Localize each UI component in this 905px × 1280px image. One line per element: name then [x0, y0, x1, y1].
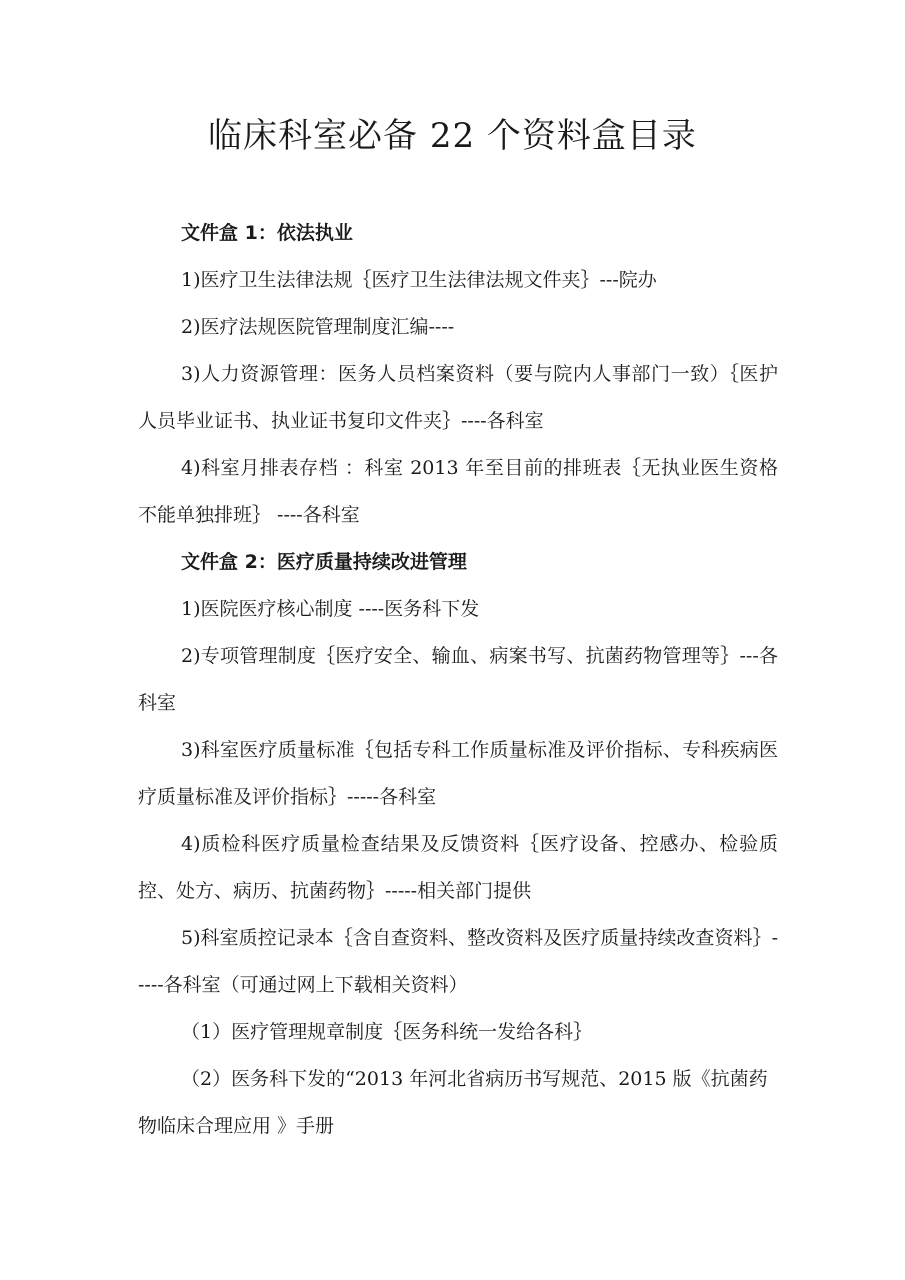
section-heading-1: 文件盒 1：依法执业 — [181, 222, 353, 244]
list-item: 4)质检科医疗质量检查结果及反馈资料｛医疗设备、控感办、检验质控、处方、病历、抗菌药物｝-----相关部门提供 — [138, 833, 778, 902]
section-heading-2: 文件盒 2：医疗质量持续改进管理 — [181, 551, 467, 573]
list-item: 2)医疗法规医院管理制度汇编---- — [181, 316, 455, 338]
list-item: 1)医院医疗核心制度 ----医务科下发 — [181, 598, 480, 620]
sub-list-item: （1）医疗管理规章制度｛医务科统一发给各科｝ — [181, 1021, 593, 1043]
page-title: 临床科室必备 22 个资料盒目录 — [208, 116, 697, 156]
document-body — [138, 210, 778, 1150]
list-item: 3)科室医疗质量标准｛包括专科工作质量标准及评价指标、专科疾病医疗质量标准及评价指标｝-----各科室 — [138, 739, 778, 808]
list-item: 5)科室质控记录本｛含自查资料、整改资料及医疗质量持续改查资料｝-----各科室（可通过网上下载相关资料） — [138, 927, 778, 996]
list-item: 2)专项管理制度｛医疗安全、输血、病案书写、抗菌药物管理等｝---各科室 — [138, 645, 778, 714]
sub-list-item: （2）医务科下发的“2013 年河北省病历书写规范、2015 版《抗菌药物临床合理应用 》手册 — [138, 1068, 768, 1137]
list-item: 3)人力资源管理：医务人员档案资料（要与院内人事部门一致）｛医护人员毕业证书、执业证书复印文件夹｝----各科室 — [138, 363, 778, 432]
list-item: 1)医疗卫生法律法规｛医疗卫生法律法规文件夹｝---院办 — [181, 269, 657, 291]
list-item: 4)科室月排表存档 ：科室 2013 年至目前的排班表｛无执业医生资格不能单独排班｝ ----各科室 — [138, 457, 778, 526]
